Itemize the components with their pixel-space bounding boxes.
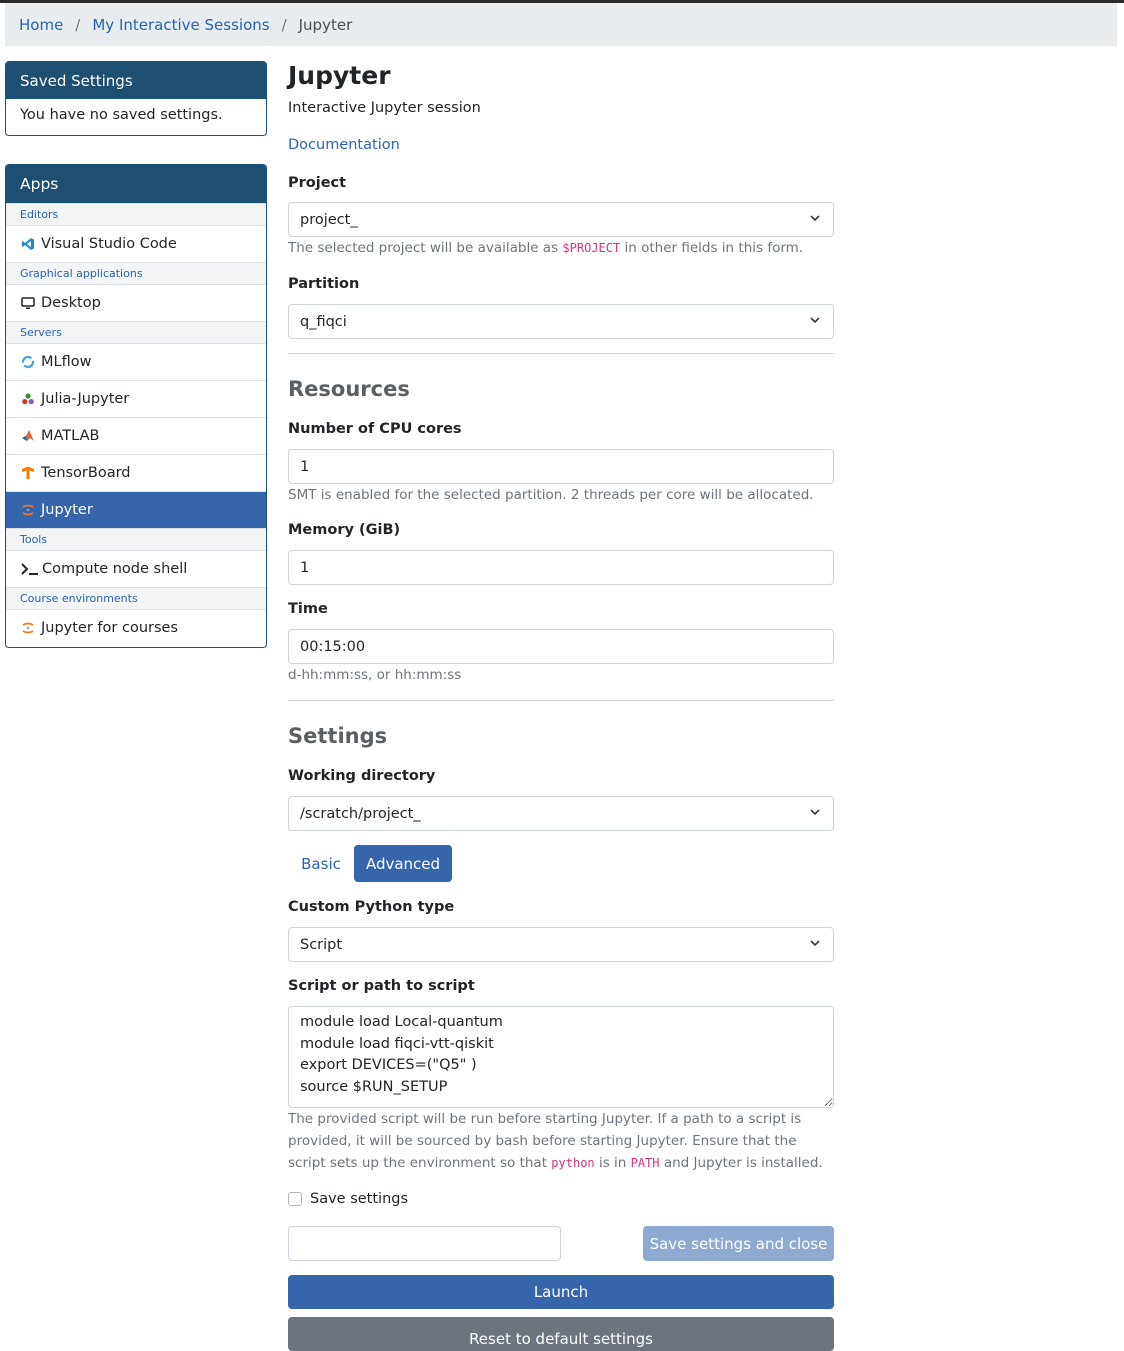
save-and-close-button[interactable]: Save settings and close — [643, 1226, 834, 1261]
partition-select-value: q_fiqci — [300, 313, 347, 330]
saved-settings-header: Saved Settings — [6, 62, 266, 99]
settings-name-input[interactable] — [288, 1226, 561, 1261]
resources-heading: Resources — [288, 377, 410, 401]
script-help — [288, 1108, 834, 1174]
project-help — [288, 240, 803, 256]
cpu-label: Number of CPU cores — [288, 421, 462, 437]
matlab-icon — [20, 428, 36, 444]
script-textarea[interactable] — [288, 1006, 834, 1108]
app-item-label: MLflow — [41, 354, 92, 370]
launch-button[interactable]: Launch — [288, 1275, 834, 1309]
app-item-jupyter-courses[interactable] — [6, 609, 266, 646]
saved-settings-empty-text: You have no saved settings. — [20, 107, 223, 123]
script-help-text: and Jupyter is installed. — [659, 1155, 823, 1171]
category-graphical: Graphical applications — [6, 262, 266, 284]
project-help-text: in other fields in this form. — [620, 240, 804, 256]
breadcrumb-separator: / — [75, 15, 81, 34]
python-type-select[interactable] — [288, 927, 834, 962]
chevron-down-icon — [809, 314, 821, 326]
partition-label: Partition — [288, 276, 360, 292]
app-item-label: Jupyter for courses — [41, 620, 178, 636]
memory-input-value: 1 — [300, 559, 310, 576]
breadcrumb — [5, 3, 1117, 46]
app-item-tensorboard[interactable] — [6, 454, 266, 491]
checkbox-box[interactable] — [288, 1192, 302, 1206]
page-subtitle: Interactive Jupyter session — [288, 100, 481, 116]
app-item-matlab[interactable] — [6, 417, 266, 454]
project-select[interactable] — [288, 202, 834, 237]
category-courses: Course environments — [6, 587, 266, 609]
workdir-select-value: /scratch/project_ — [300, 805, 421, 822]
save-settings-checkbox[interactable] — [288, 1191, 408, 1207]
category-editors: Editors — [6, 203, 266, 225]
mlflow-icon — [20, 354, 36, 370]
python-type-label: Custom Python type — [288, 899, 455, 915]
workdir-select[interactable] — [288, 796, 834, 831]
apps-card — [5, 164, 267, 648]
breadcrumb-separator: / — [281, 15, 287, 34]
save-settings-label: Save settings — [310, 1191, 409, 1207]
chevron-down-icon — [809, 937, 821, 949]
monitor-icon — [20, 295, 36, 311]
app-item-label: Julia-Jupyter — [41, 391, 130, 407]
python-type-select-value: Script — [300, 936, 343, 953]
time-help: d-hh:mm:ss, or hh:mm:ss — [288, 667, 462, 683]
app-item-label: MATLAB — [41, 428, 100, 444]
app-item-label: TensorBoard — [41, 465, 131, 481]
app-item-jupyter[interactable] — [6, 491, 266, 528]
tensorboard-icon — [20, 465, 36, 481]
documentation-link[interactable]: Documentation — [288, 137, 400, 153]
project-help-code: $PROJECT — [562, 241, 621, 255]
script-help-code: PATH — [630, 1156, 660, 1170]
app-item-label: Jupyter — [41, 502, 93, 518]
cpu-input-value: 1 — [300, 458, 310, 475]
category-servers: Servers — [6, 321, 266, 343]
terminal-icon — [20, 561, 40, 577]
script-help-text: The provided script will be run before starting Jupyter. If a path to a script is provided, it will be sourced by bash before starting Jupyter. Ensure that the script sets up the environment so that — [288, 1111, 802, 1171]
apps-header: Apps — [6, 165, 266, 203]
project-label: Project — [288, 175, 347, 191]
vscode-icon — [20, 236, 36, 252]
app-item-label: Compute node shell — [42, 561, 188, 577]
time-input-value: 00:15:00 — [300, 638, 366, 655]
julia-icon — [20, 391, 36, 407]
chevron-down-icon — [809, 212, 821, 224]
time-input[interactable] — [288, 629, 834, 664]
divider — [288, 353, 834, 354]
breadcrumb-home-link[interactable]: Home — [19, 15, 64, 34]
time-label: Time — [288, 601, 328, 617]
tab-basic[interactable]: Basic — [301, 854, 341, 873]
cpu-help: SMT is enabled for the selected partition. 2 threads per core will be allocated. — [288, 487, 814, 503]
saved-settings-card — [5, 61, 267, 136]
app-item-julia[interactable] — [6, 380, 266, 417]
script-label: Script or path to script — [288, 978, 475, 994]
breadcrumb-current: Jupyter — [298, 15, 353, 34]
app-item-shell[interactable] — [6, 550, 266, 587]
app-item-label: Desktop — [41, 295, 101, 311]
jupyter-icon — [20, 502, 36, 518]
breadcrumb-sessions-link[interactable]: My Interactive Sessions — [92, 15, 270, 34]
reset-defaults-button[interactable]: Reset to default settings — [288, 1317, 834, 1351]
category-tools: Tools — [6, 528, 266, 550]
divider — [288, 700, 834, 701]
app-item-vscode[interactable] — [6, 225, 266, 262]
chevron-down-icon — [809, 806, 821, 818]
partition-select[interactable] — [288, 304, 834, 339]
page-title: Jupyter — [288, 61, 391, 90]
project-select-value: project_ — [300, 211, 358, 228]
settings-heading: Settings — [288, 724, 388, 748]
memory-label: Memory (GiB) — [288, 522, 401, 538]
app-item-mlflow[interactable] — [6, 343, 266, 380]
script-help-code: python — [551, 1156, 595, 1170]
script-help-text: is in — [594, 1155, 631, 1171]
app-item-desktop[interactable] — [6, 284, 266, 321]
workdir-label: Working directory — [288, 768, 436, 784]
cpu-input[interactable] — [288, 449, 834, 484]
jupyter-icon — [20, 620, 36, 636]
tab-advanced[interactable]: Advanced — [354, 845, 452, 882]
app-item-label: Visual Studio Code — [41, 236, 177, 252]
memory-input[interactable] — [288, 550, 834, 585]
project-help-text: The selected project will be available as — [288, 240, 563, 256]
